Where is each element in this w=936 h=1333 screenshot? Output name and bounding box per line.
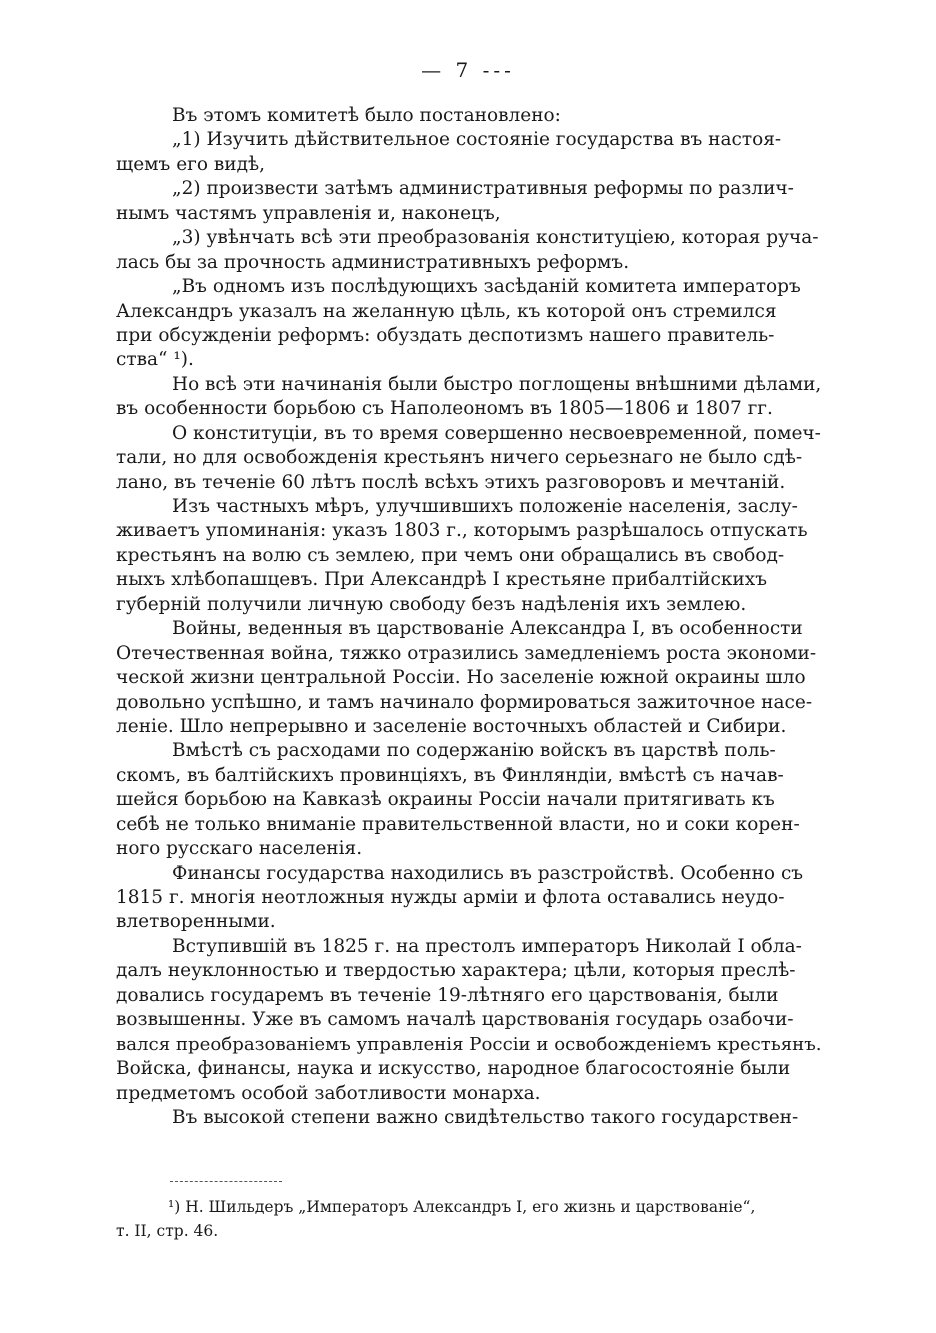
text-line: „3) увѣнчать всѣ эти преобразованія конституціею, которая руча- [172,227,819,249]
text-line: Финансы государства находились въ разстройствѣ. Особенно съ [172,862,804,884]
text-line: возвышенны. Уже въ самомъ началѣ царствованія государь озабочи- [116,1009,794,1031]
text-line: вался преобразованіемъ управленія Россіи и освобожденіемъ крестьянъ. [116,1033,822,1055]
text-line: ного русскаго населенія. [116,838,363,860]
footnote-line: т. II, стр. 46. [116,1222,219,1240]
footnote-divider [170,1181,282,1182]
page-number: — 7 --- [421,58,515,82]
text-line: О конституціи, въ то время совершенно несвоевременной, помеч- [172,422,821,444]
text-line: Изъ частныхъ мѣръ, улучшившихъ положеніе населенія, заслу- [172,496,798,517]
text-line: Александръ указалъ на желанную цѣль, къ которой онъ стремился [116,300,777,322]
text-line: лано, въ теченіе 60 лѣтъ послѣ всѣхъ этихъ разговоровъ и мечтаній. [116,471,786,493]
text-line: довались государемъ въ теченіе 19-лѣтняго его царствованія, были [116,984,779,1006]
text-line: леніе. Шло непрерывно и заселеніе восточныхъ областей и Сибири. [116,715,787,737]
text-line: „1) Изучить дѣйствительное состояніе государства въ настоя- [172,129,782,151]
footnote [116,1195,822,1243]
body-text [116,104,822,1130]
text-line: тали, но для освобожденія крестьянъ ничего серьезнаго не было сдѣ- [116,447,803,469]
text-line: скомъ, въ балтійскихъ провинціяхъ, въ Финляндіи, вмѣстѣ съ начав- [116,764,784,786]
text-line: предметомъ особой заботливости монарха. [116,1082,541,1104]
text-line: Отечественная война, тяжко отразились замедленіемъ роста экономи- [116,642,817,664]
text-line: далъ неуклонностью и твердостью характера; цѣли, которыя преслѣ- [116,960,796,982]
footnote-line: ¹) Н. Шильдеръ „Императоръ Александръ I, его жизнь и царствованіе“, [168,1198,756,1216]
text-line: шейся борьбою на Кавказѣ окраины Россіи начали притягивать къ [116,789,775,811]
text-line: ныхъ хлѣбопашцевъ. При Александрѣ I крестьяне прибалтійскихъ [116,569,767,591]
text-line: Вмѣстѣ съ расходами по содержанію войскъ въ царствѣ поль- [172,740,776,762]
text-line: въ особенности борьбою съ Наполеономъ въ 1805—1806 и 1807 гг. [116,398,773,420]
text-line: живаетъ упоминанія: указъ 1803 г., которымъ разрѣшалось отпускать [116,520,808,542]
text-line: ства“ ¹). [116,349,194,371]
text-line: при обсужденіи реформъ: обуздать деспотизмъ нашего правитель- [116,324,775,346]
text-line: себѣ не только вниманіе правительственной власти, но и соки корен- [116,813,800,835]
text-line: Въ этомъ комитетѣ было постановлено: [172,105,561,126]
text-line: щемъ его видѣ, [116,153,266,175]
text-line: влетворенными. [116,911,276,933]
text-line: Но всѣ эти начинанія были быстро поглощены внѣшними дѣлами, [172,373,822,395]
text-line: губерній получили личную свободу безъ надѣленія ихъ землею. [116,593,747,615]
text-line: ческой жизни центральной Россіи. Но заселеніе южной окраины шло [116,667,806,689]
text-line: 1815 г. многія неотложныя нужды арміи и флота оставались неудо- [116,887,785,908]
text-line: нымъ частямъ управленія и, наконецъ, [116,202,501,224]
text-line: довольно успѣшно, и тамъ начинало формироваться зажиточное насе- [116,691,813,713]
text-line: Войны, веденныя въ царствованіе Александра I, въ особенности [172,618,803,640]
text-line: крестьянъ на волю съ землею, при чемъ они обращались въ свобод- [116,544,785,566]
text-line: лась бы за прочность административныхъ реформъ. [116,251,630,273]
text-line: Вступившій въ 1825 г. на престолъ императоръ Николай I обла- [172,935,802,957]
text-line: Войска, финансы, наука и искусство, народное благосостояніе были [116,1058,791,1080]
text-line: Въ высокой степени важно свидѣтельство такого государствен- [172,1106,799,1128]
text-line: „Въ одномъ изъ послѣдующихъ засѣданій комитета императоръ [172,276,801,298]
text-line: „2) произвести затѣмъ административныя реформы по различ- [172,178,794,200]
